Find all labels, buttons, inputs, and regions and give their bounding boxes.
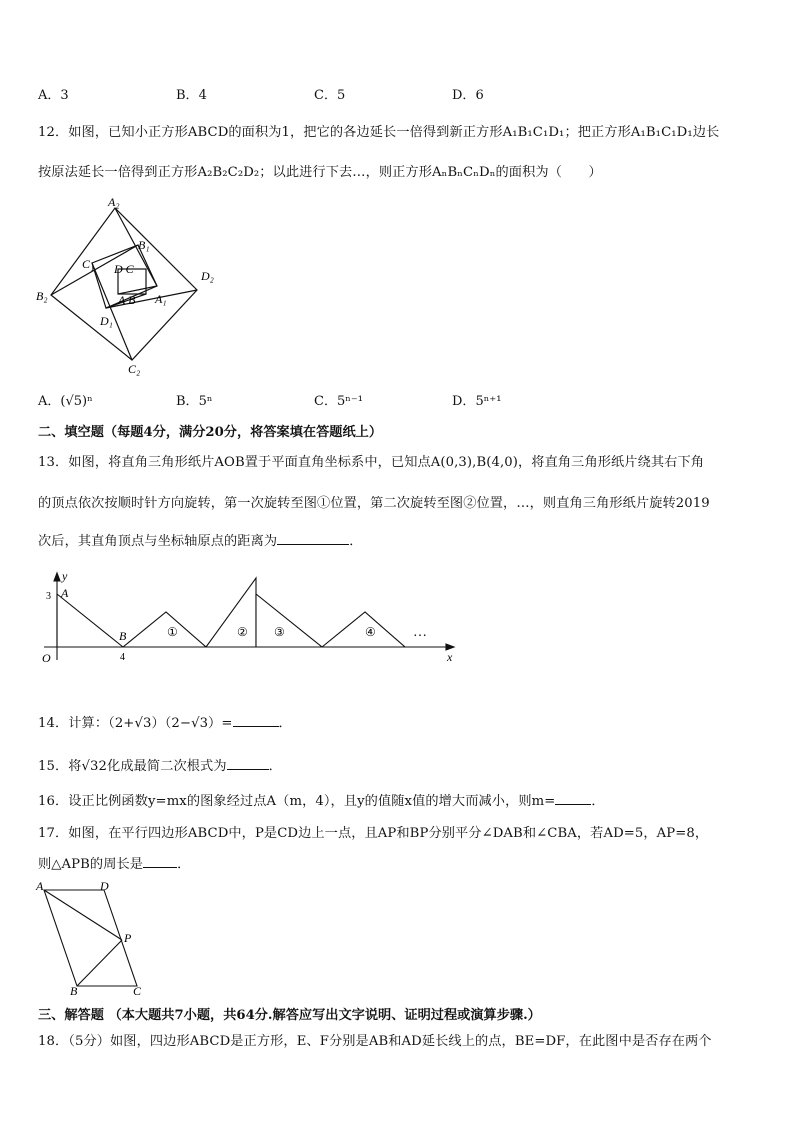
label-c: C [133,984,142,998]
label-circle-2: ② [237,625,248,639]
label-b: B [70,984,78,998]
label-circle-3: ③ [274,625,285,639]
q12-square-figure [30,190,230,380]
q15-text: 15．将√32化成最简二次根式为 ． [38,759,282,774]
section-3-heading: 三、解答题 （本大题共7小题，共64分.解答应写出文字说明、证明过程或演算步骤.） [38,1008,541,1023]
label-b1: B₁ [138,238,150,252]
label-origin: O [42,651,51,665]
label-ab: A B [118,293,136,307]
label-three: 3 [46,591,51,602]
label-a: A [61,586,69,600]
q16-answer-blank[interactable] [555,792,591,805]
triangle-3 [256,594,322,647]
q11-option-c: C．5 [314,88,346,103]
q14-text: 14．计算：（2+√3）（2−√3）= ． [38,716,292,731]
label-c2: C₂ [128,362,141,376]
y-axis-arrow [54,573,60,581]
label-d1: D₁ [100,314,113,328]
q18-text-line1: 18．（5分）如图，四边形ABCD是正方形，E、F分别是AB和AD延长线上的点，BE=DF，在此图中是否存在两个 [38,1034,712,1049]
q17-answer-blank[interactable] [143,855,177,868]
square-a2b2c2d2 [51,208,197,360]
label-x: x [447,650,453,664]
label-a: A [36,879,44,893]
label-a1: A₁ [155,292,167,306]
q13-rotation-figure [36,570,466,668]
label-b2: B₂ [36,289,48,303]
q17-text-line1: 17．如图，在平行四边形ABCD中，P是CD边上一点，且AP和BP分别平分∠DAB和∠CBA，若AD=5，AP=8， [38,826,709,841]
q11-option-a: A．3 [38,88,69,103]
triangle-aob-hypotenuse [57,594,123,647]
segment-ap [44,890,122,940]
label-ellipsis: … [413,625,427,640]
q12-option-b: B．5ⁿ [176,394,213,409]
label-d2: D₂ [201,269,214,283]
q13-text-line1: 13．如图，将直角三角形纸片AOB置于平面直角坐标系中，已知点A(0,3),B(4,0)，将直角三角形纸片绕其右下角 [38,455,705,470]
q14-answer-blank[interactable] [233,714,279,727]
label-b: B [119,629,127,643]
label-circle-1: ① [167,625,178,639]
q13-answer-blank[interactable] [277,532,349,545]
q12-text-line1: 12．如图，已知小正方形ABCD的面积为1，把它的各边延长一倍得到新正方形A₁B₁C₁D₁；把正方形A₁B₁C₁D₁边长 [38,125,720,140]
label-a2: A₂ [108,195,120,209]
q13-text-line3: 次后，其直角顶点与坐标轴原点的距离为 ． [38,534,363,549]
segment-bp [77,940,122,986]
triangle-2 [206,578,256,647]
label-four: 4 [120,652,125,663]
label-c1: C₁ [82,257,95,271]
label-y: y [62,570,68,583]
q12-option-d: D．5ⁿ⁺¹ [452,394,502,409]
label-p: P [124,931,132,945]
q12-option-a: A．(√5)ⁿ [38,394,93,409]
q15-answer-blank[interactable] [227,757,269,770]
q12-option-c: C．5ⁿ⁻¹ [314,394,363,409]
q17-text-line2: 则△APB的周长是 ． [38,857,191,872]
q11-option-d: D．6 [452,88,484,103]
triangle-4 [322,612,405,647]
q17-parallelogram-figure [34,878,154,998]
triangle-1 [123,612,206,647]
seg-c2-c1 [92,263,132,360]
q12-text-line2: 按原法延长一倍得到正方形A₂B₂C₂D₂；以此进行下去…，则正方形AₙBₙCₙDₙ的面积为（ ） [38,165,602,180]
label-dc: D C [114,262,134,276]
label-d: D [100,879,109,893]
label-circle-4: ④ [365,625,376,639]
section-2-heading: 二、填空题（每题4分，满分20分，将答案填在答题纸上） [38,425,383,440]
q13-text-line2: 的顶点依次按顺时针方向旋转，第一次旋转至图①位置，第二次旋转至图②位置，…，则直角三角形纸片旋转2019 [38,496,710,511]
q11-option-b: B．4 [176,88,207,103]
q16-text: 16．设正比例函数y=mx的图象经过点A（m，4），且y的值随x值的增大而减小，则m= ． [38,794,605,809]
